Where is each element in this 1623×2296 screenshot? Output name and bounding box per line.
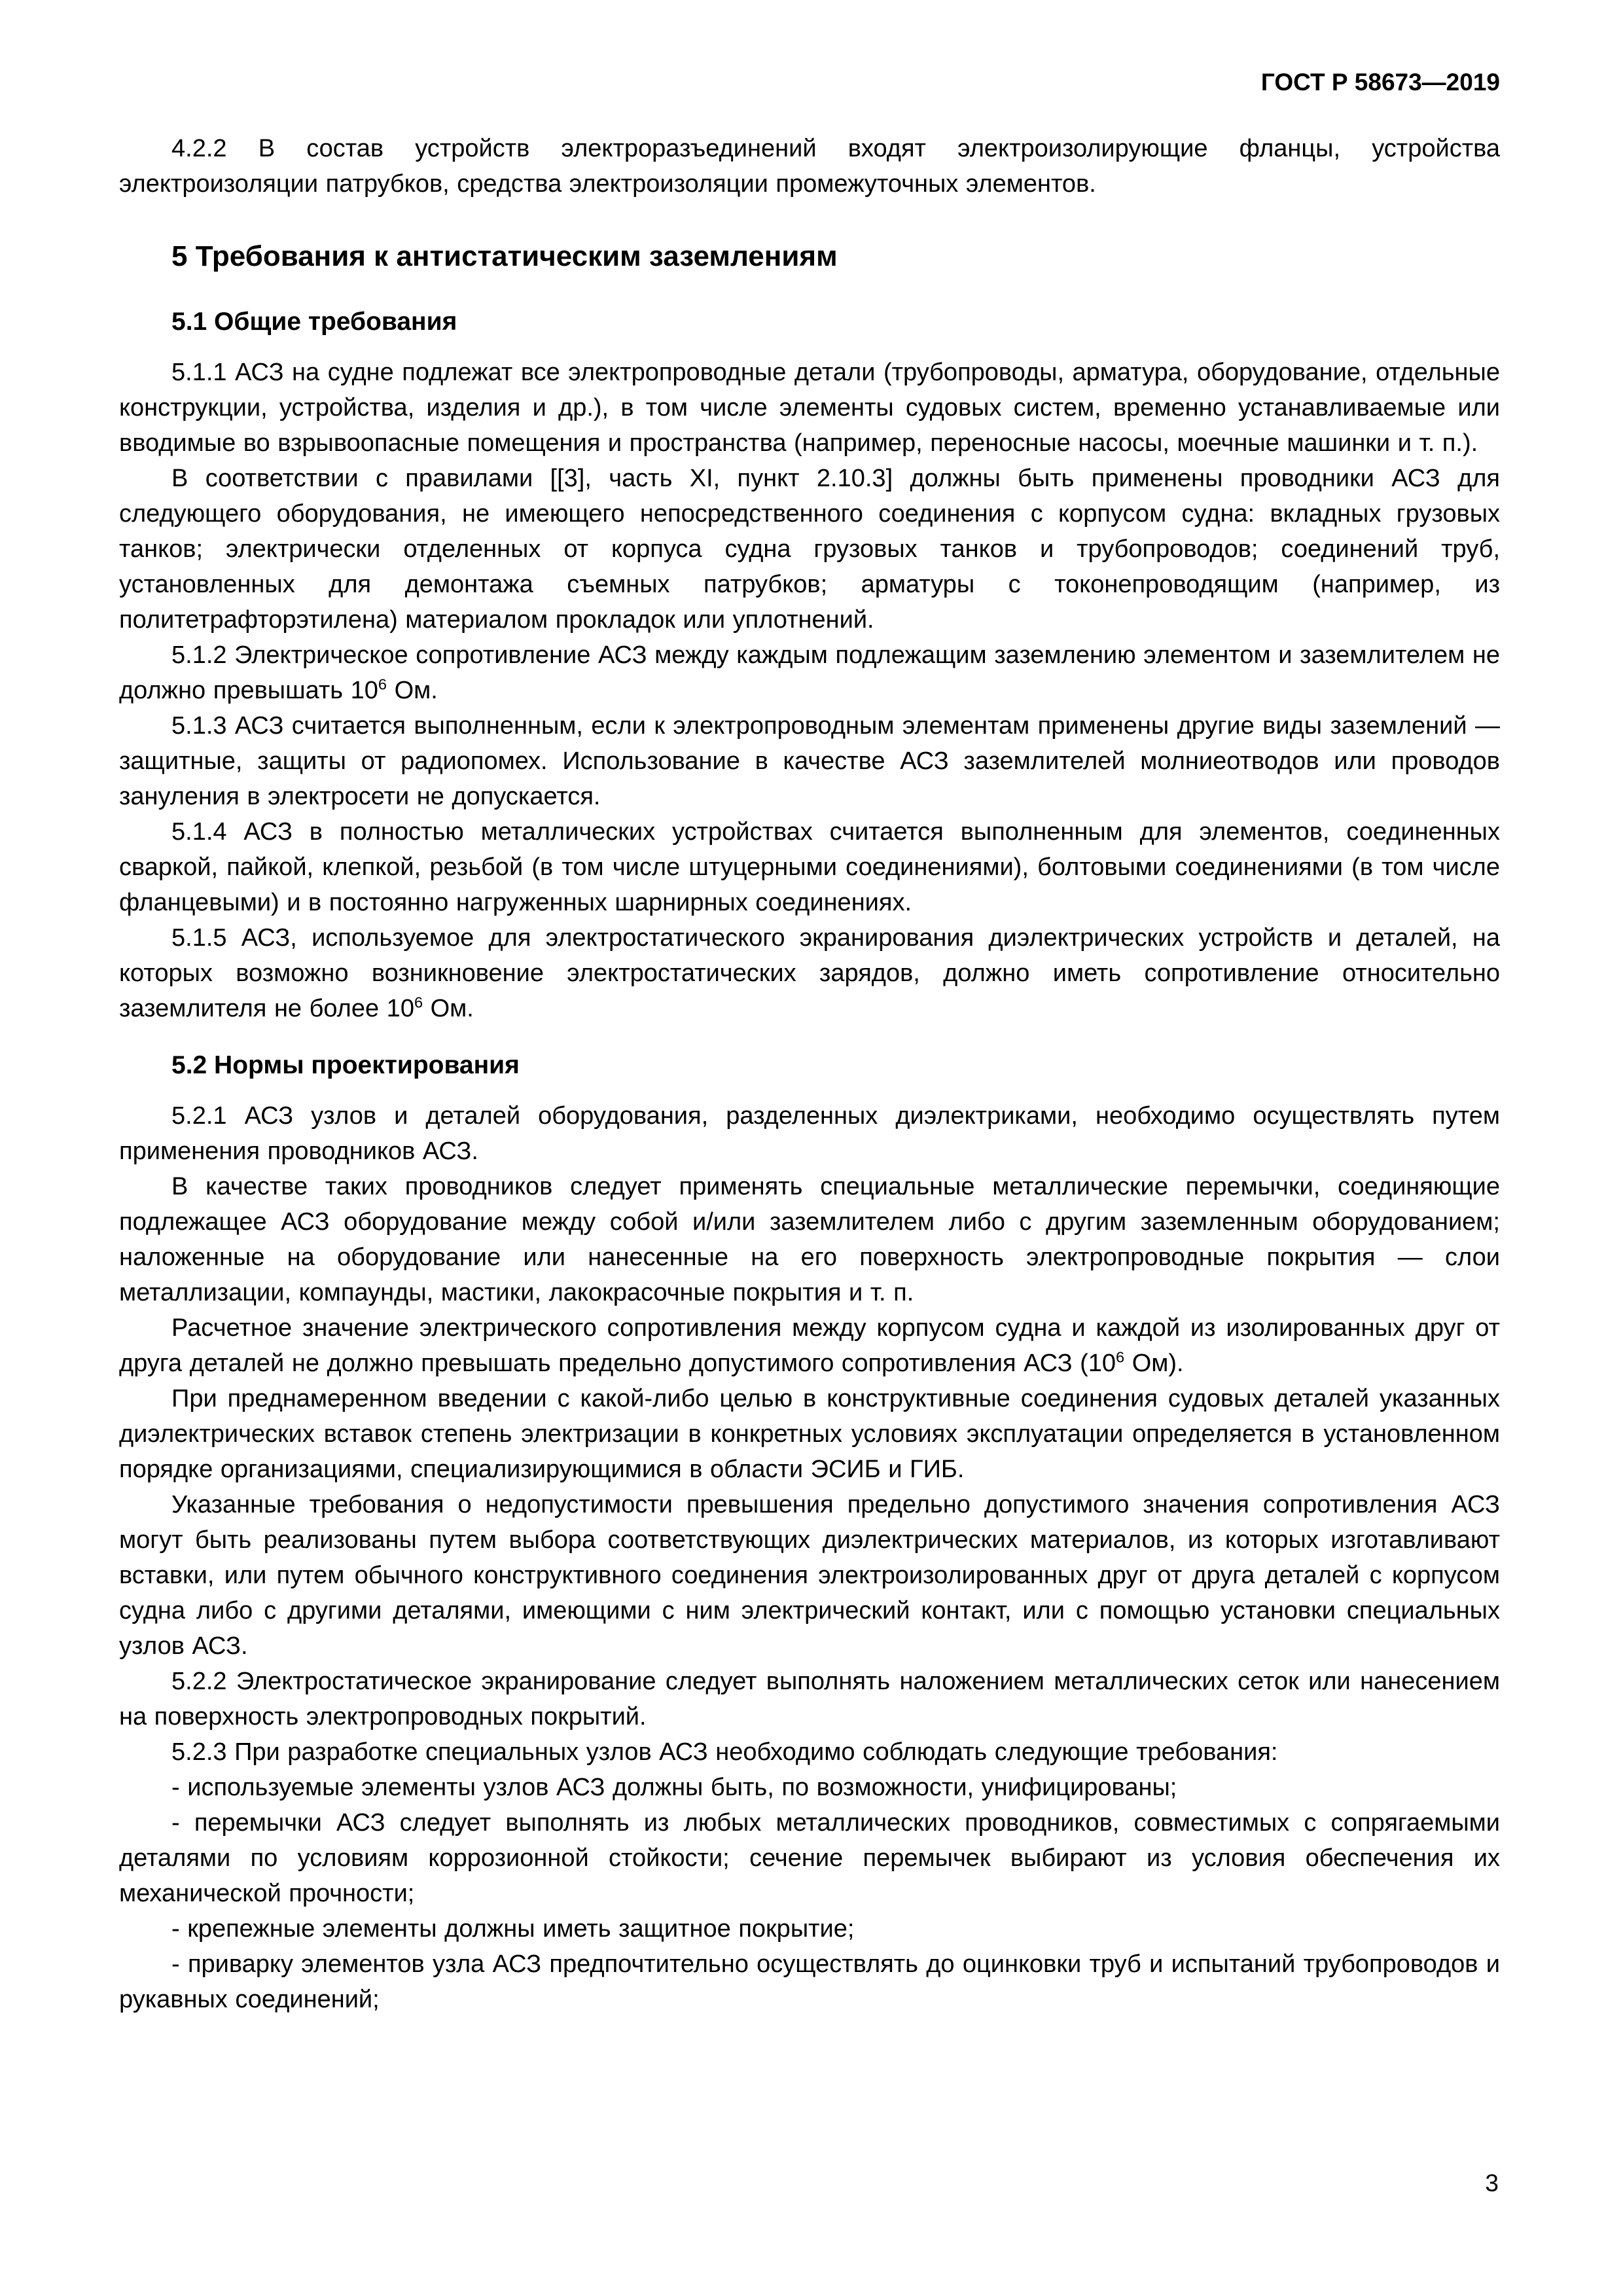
list-item: - перемычки АСЗ следует выполнять из любых металлических проводников, совместимых с сопрягаемыми деталями по условиям коррозионной стойкости; сечение перемычек выбирают из условия обеспечения их механической прочности; bbox=[119, 1809, 1500, 1907]
subsection-heading: 5.1 Общие требования bbox=[171, 308, 457, 336]
superscript-exponent: 6 bbox=[414, 994, 423, 1011]
page-number: 3 bbox=[1485, 2170, 1499, 2197]
list-item: - крепежные элементы должны иметь защитное покрытие; bbox=[171, 1915, 855, 1943]
paragraph: Указанные требования о недопустимости превышения предельно допустимого значения сопротивления АСЗ могут быть реализованы путем выбора соответствующих диэлектрических материалов, из которых изготавливают вставки, или путем обычного конструктивного соединения электроизолированных друг от друга деталей с корпусом судна либо с другими деталями, имеющими с ним электрический контакт, или с помощью установки специальных узлов АСЗ. bbox=[119, 1491, 1500, 1660]
paragraph: 5.1.3 АСЗ считается выполненным, если к электропроводным элементам применены другие виды заземлений — защитные, защиты от радиопомех. Использование в качестве АСЗ заземлителей молниеотводов или проводов зануления в электросети не допускается. bbox=[119, 712, 1500, 810]
section-heading: 5 Требования к антистатическим заземлениям bbox=[171, 240, 838, 272]
paragraph: При преднамеренном введении с какой-либо целью в конструктивные соединения судовых деталей указанных диэлектрических вставок степень электризации в конкретных условиях эксплуатации определяется в установленном порядке организациями, специализирующимися в области ЭСИБ и ГИБ. bbox=[119, 1385, 1500, 1483]
page-footer bbox=[1485, 2169, 1499, 2198]
list-item: - используемые элементы узлов АСЗ должны быть, по возможности, унифицированы; bbox=[171, 1774, 1177, 1801]
paragraph: 5.1.4 АСЗ в полностью металлических устройствах считается выполненным для элементов, соединенных сваркой, пайкой, клепкой, резьбой (в том числе штуцерными соединениями), болтовыми соединениями (в том числе фланцевыми) и в постоянно нагруженных шарнирных соединениях. bbox=[119, 818, 1500, 916]
superscript-exponent: 6 bbox=[1116, 1348, 1125, 1366]
paragraph: 5.2.2 Электростатическое экранирование следует выполнять наложением металлических сеток или нанесением на поверхность электропроводных покрытий. bbox=[119, 1668, 1500, 1731]
paragraph: 5.1.2 Электрическое сопротивление АСЗ между каждым подлежащим заземлению элементом и заземлителем не должно превышать $10^6$ Ом. bbox=[119, 641, 1500, 704]
list-item: - приварку элементов узла АСЗ предпочтительно осуществлять до оцинковки труб и испытаний трубопроводов и рукавных соединений; bbox=[119, 1950, 1500, 2013]
paragraph: В качестве таких проводников следует применять специальные металлические перемычки, соединяющие подлежащее АСЗ оборудование между собой и/или заземлителем либо с другим заземленным оборудованием; наложенные на оборудование или нанесенные на его поверхность электропроводные покрытия — слои металлизации, компаунды, мастики, лакокрасочные покрытия и т. п. bbox=[119, 1173, 1500, 1306]
superscript-exponent: 6 bbox=[378, 675, 387, 693]
document-content bbox=[119, 131, 1500, 2017]
paragraph: Расчетное значение электрического сопротивления между корпусом судна и каждой из изолированных друг от друга деталей не должно превышать предельно допустимого сопротивления АСЗ ($10^6$ Ом). bbox=[119, 1314, 1500, 1377]
paragraph: 5.2.3 При разработке специальных узлов АСЗ необходимо соблюдать следующие требования: bbox=[171, 1738, 1278, 1766]
document-number: ГОСТ Р 58673—2019 bbox=[1260, 69, 1500, 96]
subsection-heading: 5.2 Нормы проектирования bbox=[171, 1051, 520, 1079]
page-header bbox=[119, 68, 1500, 97]
paragraph: 5.1.1 АСЗ на судне подлежат все электропроводные детали (трубопроводы, арматура, оборудование, отдельные конструкции, устройства, изделия и др.), в том числе элементы судовых систем, временно устанавливаемые или вводимые во взрывоопасные помещения и пространства (например, переносные насосы, моечные машинки и т. п.). bbox=[119, 359, 1500, 457]
paragraph: 4.2.2 В состав устройств электроразъединений входят электроизолирующие фланцы, устройства электроизоляции патрубков, средства электроизоляции промежуточных элементов. bbox=[119, 135, 1500, 198]
paragraph: 5.1.5 АСЗ, используемое для электростатического экранирования диэлектрических устройств и деталей, на которых возможно возникновение электростатических зарядов, должно иметь сопротивление относительно заземлителя не более $10^6$ Ом. bbox=[119, 924, 1500, 1022]
paragraph: В соответствии с правилами [[3], часть XI, пункт 2.10.3] должны быть применены проводники АСЗ для следующего оборудования, не имеющего непосредственного соединения с корпусом судна: вкладных грузовых танков; электрически отделенных от корпуса судна грузовых танков и трубопроводов; соединений труб, установленных для демонтажа съемных патрубков; арматуры с токонепроводящим (например, из политетрафторэтилена) материалом прокладок или уплотнений. bbox=[119, 465, 1500, 634]
paragraph: 5.2.1 АСЗ узлов и деталей оборудования, разделенных диэлектриками, необходимо осуществлять путем применения проводников АСЗ. bbox=[119, 1102, 1500, 1165]
